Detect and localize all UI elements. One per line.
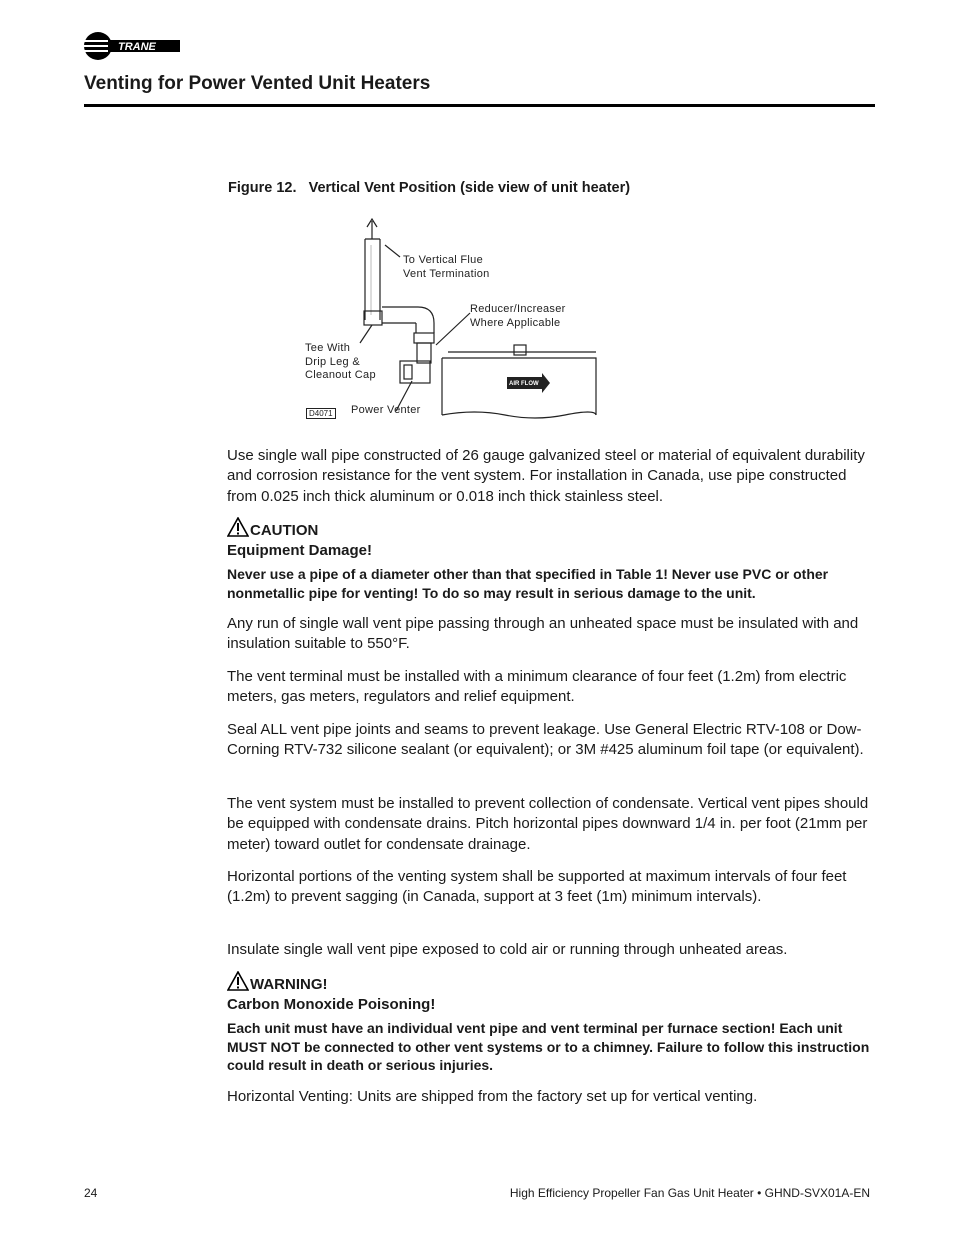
warning-triangle-icon <box>227 517 249 541</box>
title-rule <box>84 104 875 107</box>
break-line <box>442 412 596 418</box>
elbow <box>416 307 434 333</box>
label-power-venter: Power Venter <box>351 404 421 416</box>
trane-logo <box>82 30 182 62</box>
paragraph-cold-air: Insulate single wall vent pipe exposed to cold air or running through unheated areas. <box>227 941 788 958</box>
warning-text: Each unit must have an individual vent pipe and vent terminal per furnace section! Each unit MUST NOT be connected to other vent systems or to a chimney. Failure to follow this instruction could result in death or serious injuries. <box>227 1020 870 1073</box>
caution-heading <box>227 517 318 541</box>
section-title: Venting for Power Vented Unit Heaters <box>84 73 431 94</box>
leader-tee <box>360 325 372 343</box>
paragraph-clearance: The vent terminal must be installed with a minimum clearance of four feet (1.2m) from electric meters, gas meters, regulators and relief equipment. <box>227 668 847 706</box>
warning-title: Carbon Monoxide Poisoning! <box>227 996 436 1013</box>
caution-text: Never use a pipe of a diameter other than that specified in Table 1! Never use PVC or other nonmetallic pipe for venting! To do so may result in serious damage to the unit. <box>227 566 829 601</box>
horizontal-pipe <box>382 307 418 323</box>
caution-label: CAUTION <box>250 522 319 539</box>
vertical-pipe <box>365 239 380 320</box>
figure-caption: Figure 12. Vertical Vent Position (side view of unit heater) <box>228 180 631 196</box>
paragraph-insulation: Any run of single wall vent pipe passing through an unheated space must be insulated with and insulation suitable to 550°F. <box>227 615 859 653</box>
warning-heading <box>227 971 328 995</box>
caution-title: Equipment Damage! <box>227 542 373 559</box>
brand-wordmark: TRANE <box>118 41 156 53</box>
document-id: High Efficiency Propeller Fan Gas Unit Heater • GHND-SVX01A-EN <box>509 1186 870 1200</box>
label-tee: Tee With Drip Leg & Cleanout Cap <box>305 342 376 381</box>
up-arrow <box>367 219 377 239</box>
paragraph-sealing: Seal ALL vent pipe joints and seams to prevent leakage. Use General Electric RTV-108 or Dow-Corning RTV-732 silicone sealant (or equivalent); or 3M #425 aluminum foil tape (or equivalent). <box>227 721 864 759</box>
reducer <box>414 333 434 343</box>
paragraph-condensate: The vent system must be installed to prevent collection of condensate. Vertical vent pipes should be equipped with condensate drains. Pitch horizontal pipes downward 1/4 in. per foot (21mm per meter) toward outlet for condensate drainage. <box>227 795 869 853</box>
air-flow-text: AIR FLOW <box>509 381 539 387</box>
unit-top-fitting <box>514 345 526 355</box>
warning-triangle-icon <box>227 971 249 995</box>
paragraph-horizontal-venting: Horizontal Venting: Units are shipped from the factory set up for vertical venting. <box>227 1088 758 1105</box>
drawing-code: D4071 <box>306 408 336 419</box>
leader-reducer <box>436 313 470 345</box>
warning-label: WARNING! <box>250 976 328 993</box>
page-number: 24 <box>84 1186 98 1200</box>
label-vertical-flue: To Vertical Flue Vent Termination <box>403 254 490 280</box>
paragraph-pipe-material: Use single wall pipe constructed of 26 gauge galvanized steel or material of equivalent durability and corrosion resistance for the vent system. For installation in Canada, use pipe constructed from 0.025 inch thick aluminum or 0.018 inch thick stainless steel. <box>227 447 865 505</box>
tee-fitting <box>364 311 382 325</box>
paragraph-support: Horizontal portions of the venting system shall be supported at maximum intervals of four feet (1.2m) to prevent sagging (in Canada, support at 3 feet (1m) minimum intervals). <box>227 868 847 906</box>
label-reducer: Reducer/Increaser Where Applicable <box>470 303 566 329</box>
leader-flue <box>385 245 400 257</box>
lower-pipe <box>417 343 431 363</box>
vent-diagram <box>300 215 610 425</box>
